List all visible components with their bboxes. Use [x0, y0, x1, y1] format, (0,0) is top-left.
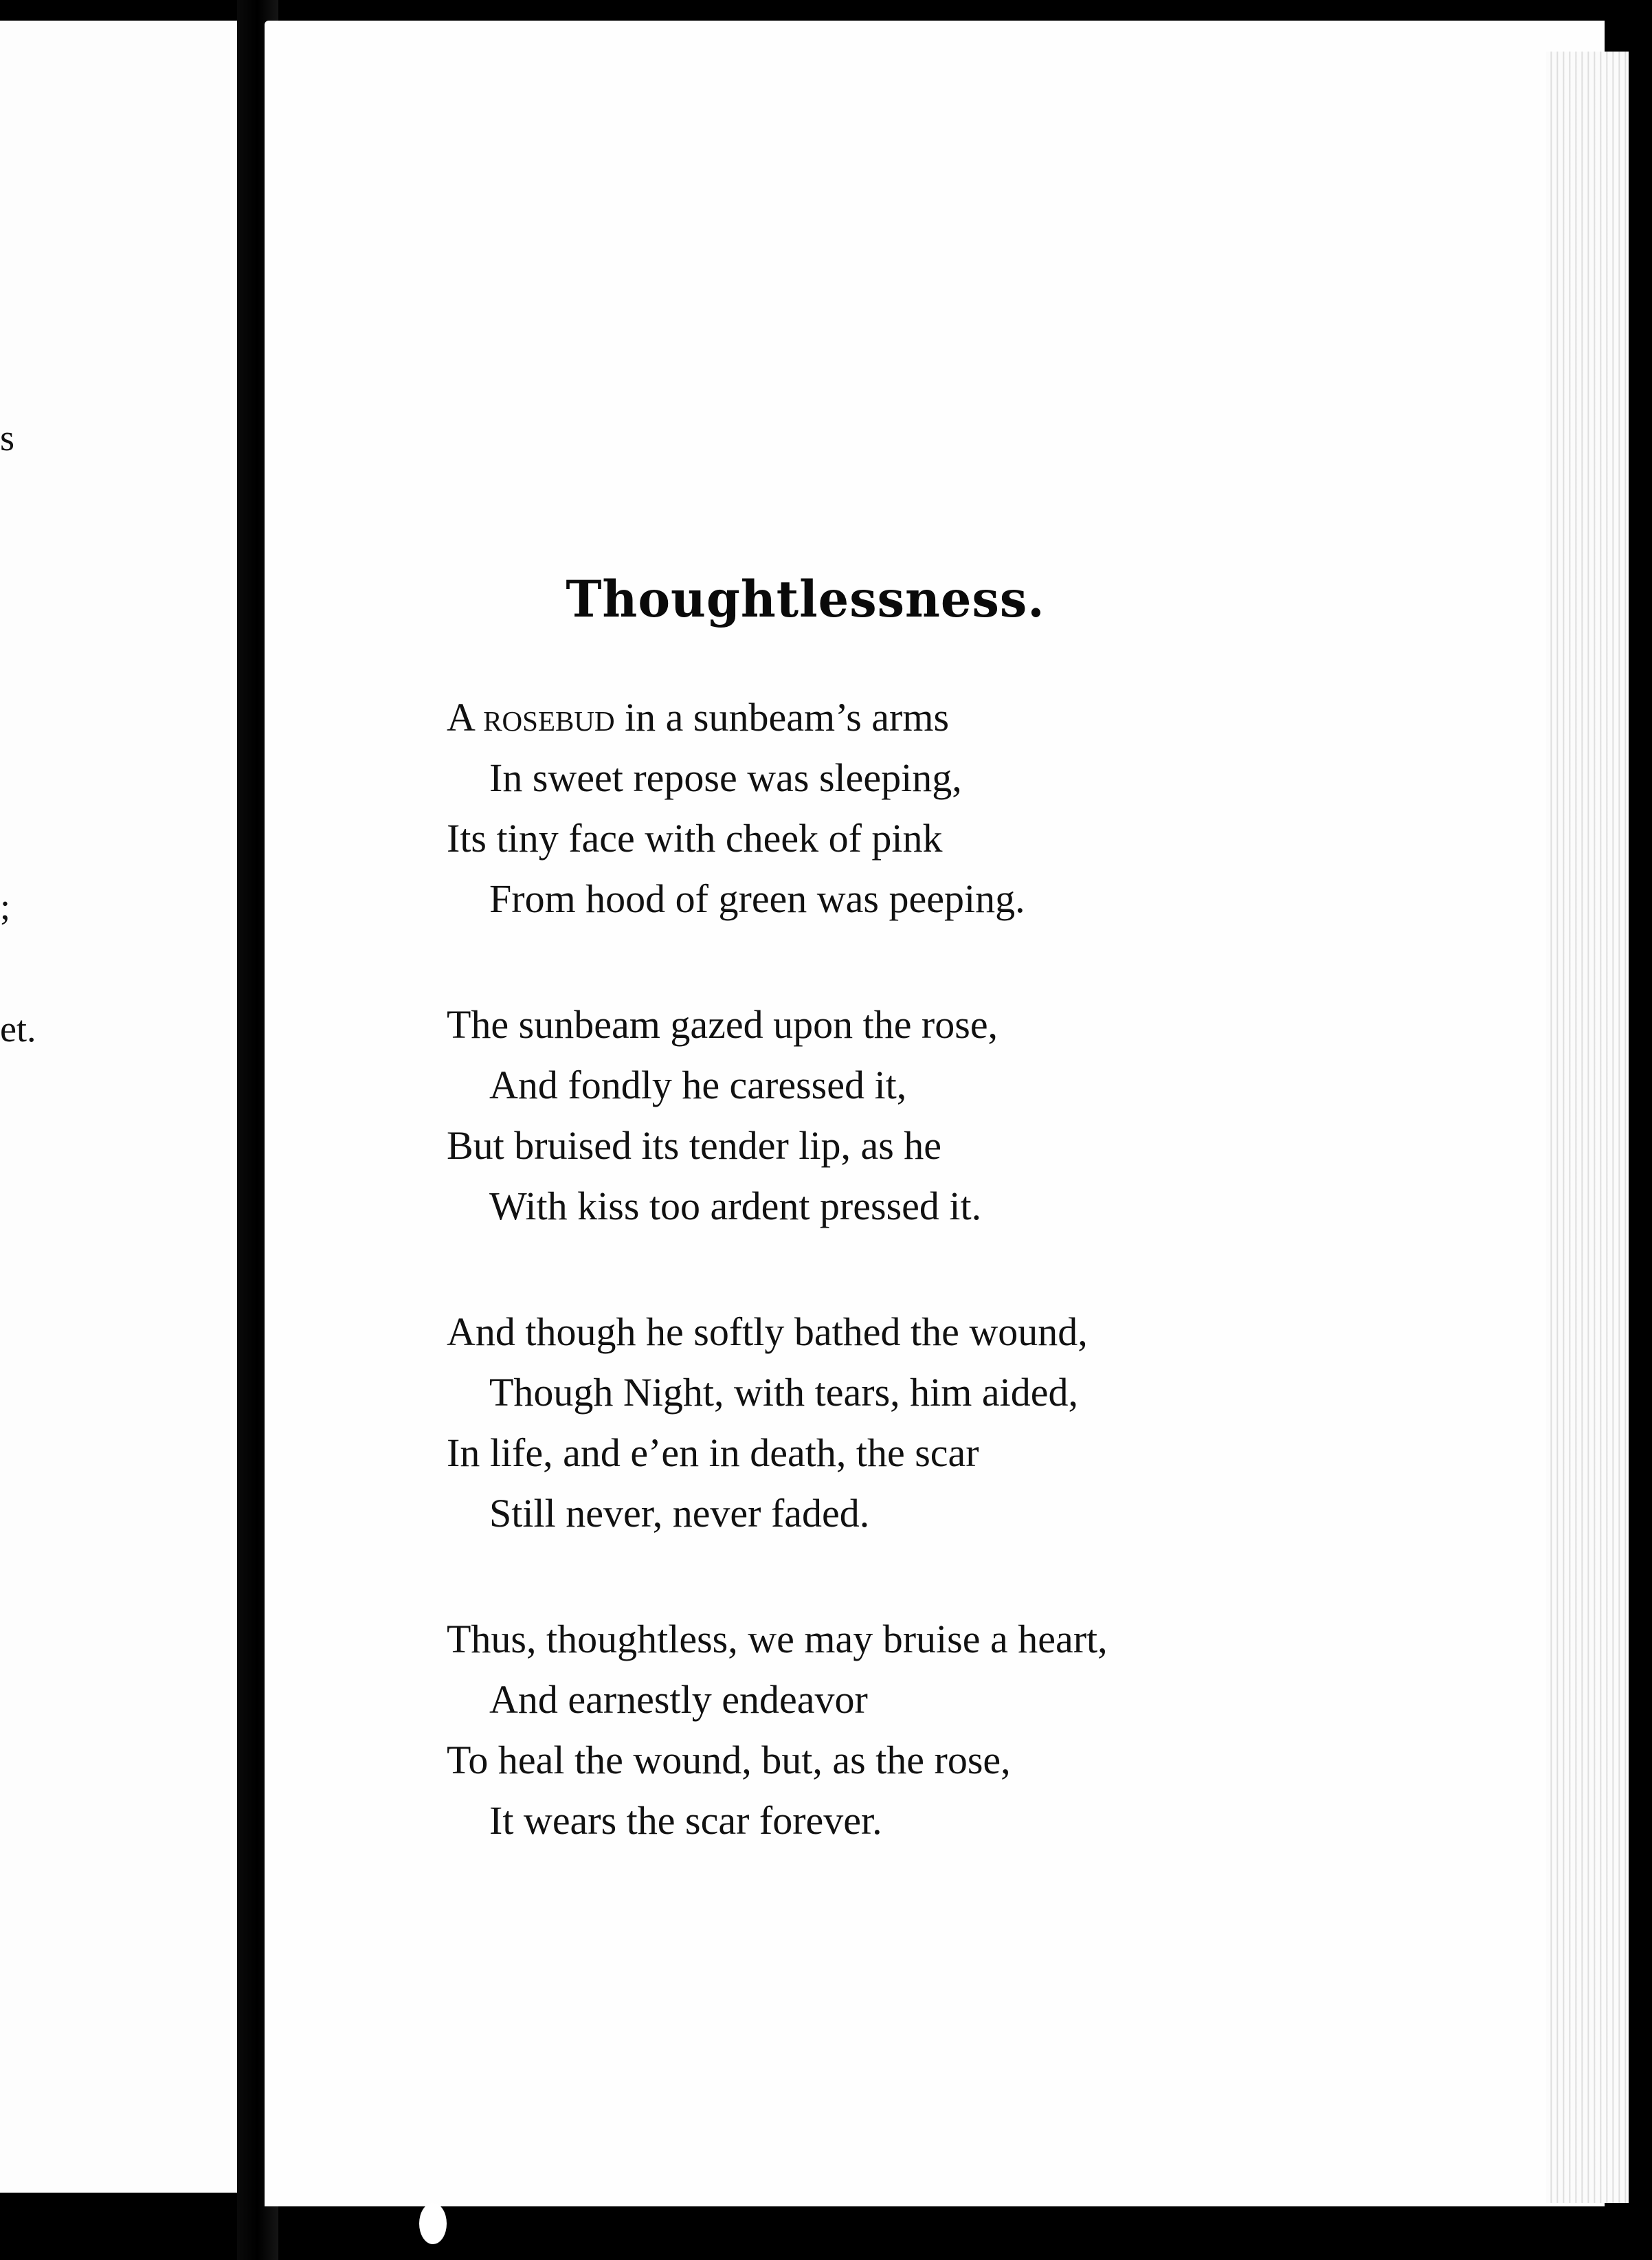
- poem-line: And though he softly bathed the wound,: [447, 1309, 1088, 1354]
- poem-line: Thus, thoughtless, we may bruise a heart,: [447, 1617, 1108, 1661]
- stanza: [447, 687, 1271, 929]
- poem-line: Its tiny face with cheek of pink: [447, 816, 943, 861]
- poem-title: Thoughtlessness.: [566, 568, 1045, 630]
- left-page-fragment: s: [0, 417, 15, 458]
- stanza: [447, 995, 1271, 1237]
- page-edges: [1546, 52, 1629, 2203]
- poem-line: In life, and e’en in death, the scar: [447, 1430, 979, 1475]
- poem-line: From hood of green was peeping.: [489, 876, 1025, 921]
- poem-line: Still never, never faded.: [489, 1491, 870, 1536]
- left-page-fragment: ;: [0, 886, 11, 927]
- poem-line: With kiss too ardent pressed it.: [489, 1184, 982, 1228]
- poem-line: The sunbeam gazed upon the rose,: [447, 1002, 998, 1047]
- stanza: [447, 1302, 1271, 1544]
- stanza: [447, 1609, 1271, 1851]
- left-page-fragment: et.: [0, 1008, 36, 1050]
- poem-line: And earnestly endeavor: [489, 1677, 868, 1722]
- poem-body: [447, 687, 1271, 1916]
- poem-line: In sweet repose was sleeping,: [489, 755, 962, 800]
- left-facing-page: [0, 21, 237, 2193]
- small-caps-word: rosebud: [483, 695, 615, 740]
- poem-line: [447, 687, 1271, 748]
- poem-line: To heal the wound, but, as the rose,: [447, 1738, 1011, 1782]
- line-lead: A: [447, 695, 484, 740]
- line-rest: in a sunbeam’s arms: [614, 695, 950, 740]
- poem-line: But bruised its tender lip, as he: [447, 1123, 942, 1168]
- poem-line: It wears the scar forever.: [489, 1798, 882, 1843]
- poem-line: And fondly he caressed it,: [489, 1063, 907, 1107]
- poem-line: Though Night, with tears, him aided,: [489, 1370, 1078, 1415]
- paper-speck: [419, 2203, 447, 2244]
